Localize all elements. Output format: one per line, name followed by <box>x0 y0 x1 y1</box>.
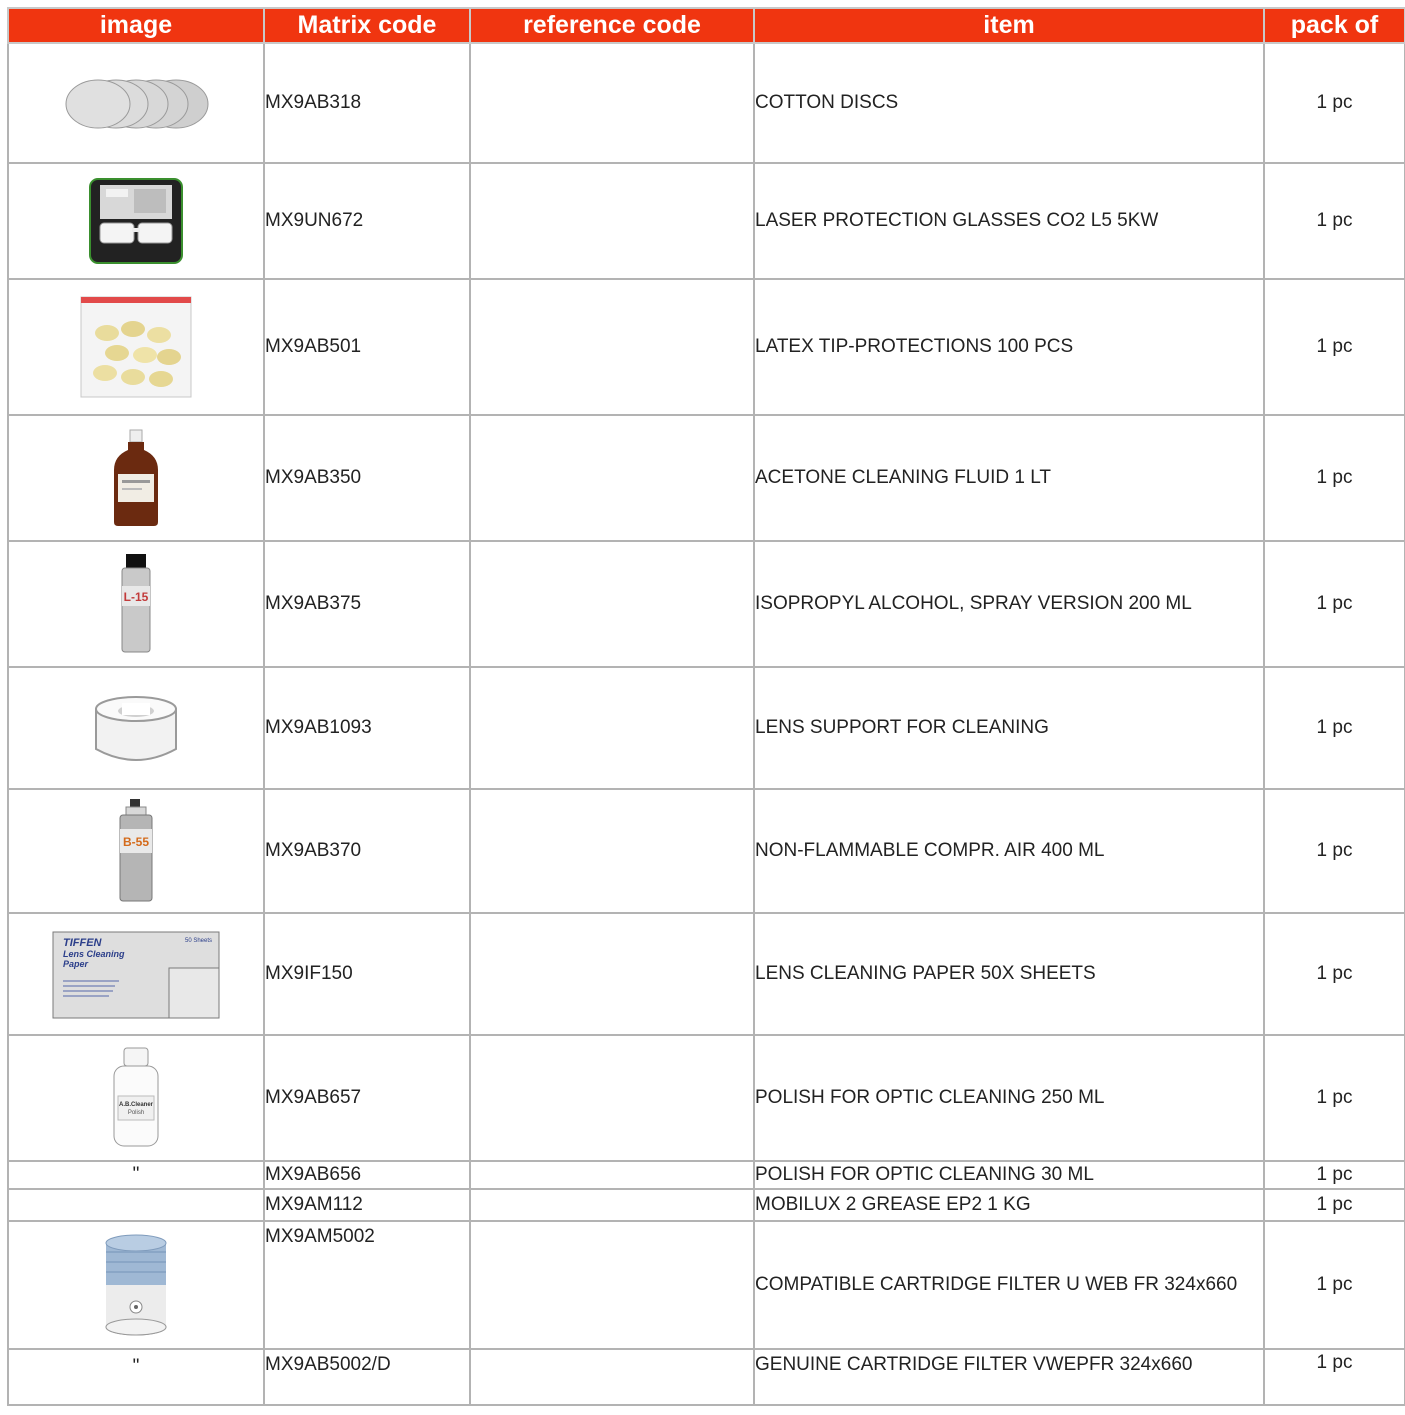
paper-title-line1: Lens Cleaning <box>63 949 125 959</box>
pack-quantity: 1 pc <box>1264 43 1405 163</box>
latex-tips-bag-photo <box>77 293 195 401</box>
matrix-code-link[interactable]: MX9AM5002 <box>264 1221 470 1349</box>
item-description: LATEX TIP-PROTECTIONS 100 PCS <box>754 279 1264 415</box>
product-image-cell <box>8 1035 264 1161</box>
matrix-code-link[interactable]: MX9AB501 <box>264 279 470 415</box>
reference-code-cell <box>470 415 754 541</box>
reference-code-cell <box>470 163 754 279</box>
reference-code-cell <box>470 1189 754 1221</box>
matrix-code-link[interactable]: MX9AB1093 <box>264 667 470 789</box>
alcohol-spray-can-photo <box>114 554 158 654</box>
product-image-cell <box>8 541 264 667</box>
image-ditto-mark: " <box>8 1349 264 1405</box>
product-image-cell <box>8 1221 264 1349</box>
table-row <box>8 163 1405 279</box>
pack-quantity: 1 pc <box>1264 279 1405 415</box>
item-description: LASER PROTECTION GLASSES CO2 L5 5KW <box>754 163 1264 279</box>
matrix-code-link[interactable]: MX9AB5002/D <box>264 1349 470 1405</box>
pack-quantity: 1 pc <box>1264 1349 1405 1405</box>
matrix-code-link[interactable]: MX9AB350 <box>264 415 470 541</box>
product-image-cell <box>8 789 264 913</box>
matrix-code-link[interactable]: MX9UN672 <box>264 163 470 279</box>
item-description: NON-FLAMMABLE COMPR. AIR 400 ML <box>754 789 1264 913</box>
matrix-code-link[interactable]: MX9AM112 <box>264 1189 470 1221</box>
pack-quantity: 1 pc <box>1264 415 1405 541</box>
laser-glasses-case-photo <box>86 173 186 269</box>
reference-code-cell <box>470 43 754 163</box>
matrix-code-link[interactable]: MX9AB656 <box>264 1161 470 1189</box>
matrix-code-link[interactable]: MX9IF150 <box>264 913 470 1035</box>
reference-code-cell <box>470 667 754 789</box>
item-description: LENS SUPPORT FOR CLEANING <box>754 667 1264 789</box>
pack-quantity: 1 pc <box>1264 1161 1405 1189</box>
table-row <box>8 789 1405 913</box>
reference-code-cell <box>470 541 754 667</box>
table-row <box>8 1161 1405 1189</box>
table-row <box>8 1189 1405 1221</box>
header-reference-code: reference code <box>470 8 754 43</box>
product-image-cell <box>8 913 264 1035</box>
paper-title-line2: Paper <box>63 959 89 969</box>
product-image-cell <box>8 43 264 163</box>
table-row <box>8 279 1405 415</box>
pack-quantity: 1 pc <box>1264 913 1405 1035</box>
paper-count-text: 50 Sheets <box>185 938 213 944</box>
pack-quantity: 1 pc <box>1264 1035 1405 1161</box>
pack-quantity: 1 pc <box>1264 789 1405 913</box>
product-image-cell <box>8 415 264 541</box>
reference-code-cell <box>470 279 754 415</box>
table-row <box>8 1221 1405 1349</box>
product-table <box>7 7 1405 1406</box>
lens-paper-pack-photo <box>51 928 221 1020</box>
spray-can-label: L-15 <box>123 590 149 604</box>
item-description: POLISH FOR OPTIC CLEANING 250 ML <box>754 1035 1264 1161</box>
matrix-code-link[interactable]: MX9AB370 <box>264 789 470 913</box>
product-image-cell <box>8 279 264 415</box>
paper-brand-text: TIFFEN <box>63 937 102 949</box>
item-description: ACETONE CLEANING FLUID 1 LT <box>754 415 1264 541</box>
polish-jar-photo <box>106 1046 166 1150</box>
pack-quantity: 1 pc <box>1264 541 1405 667</box>
header-image: image <box>8 8 264 43</box>
pack-quantity: 1 pc <box>1264 667 1405 789</box>
compressed-air-can-photo <box>112 799 160 903</box>
item-description: LENS CLEANING PAPER 50X SHEETS <box>754 913 1264 1035</box>
reference-code-cell <box>470 1161 754 1189</box>
jar-sub-text: Polish <box>127 1110 145 1116</box>
header-item: item <box>754 8 1264 43</box>
pack-quantity: 1 pc <box>1264 1221 1405 1349</box>
image-empty-cell <box>8 1189 264 1221</box>
image-ditto-mark: " <box>8 1161 264 1189</box>
reference-code-cell <box>470 1035 754 1161</box>
table-row <box>8 913 1405 1035</box>
jar-brand-text: A.B.Cleaner <box>118 1102 154 1108</box>
lens-support-photo <box>86 683 186 773</box>
header-matrix-code: Matrix code <box>264 8 470 43</box>
cotton-discs-photo <box>56 68 216 138</box>
pack-quantity: 1 pc <box>1264 163 1405 279</box>
item-description: GENUINE CARTRIDGE FILTER VWEPFR 324x660 <box>754 1349 1264 1405</box>
table-row <box>8 43 1405 163</box>
reference-code-cell <box>470 1349 754 1405</box>
pack-quantity: 1 pc <box>1264 1189 1405 1221</box>
matrix-code-link[interactable]: MX9AB657 <box>264 1035 470 1161</box>
item-description: MOBILUX 2 GREASE EP2 1 KG <box>754 1189 1264 1221</box>
item-description: COTTON DISCS <box>754 43 1264 163</box>
table-row <box>8 1035 1405 1161</box>
matrix-code-link[interactable]: MX9AB318 <box>264 43 470 163</box>
reference-code-cell <box>470 913 754 1035</box>
air-can-label: B-55 <box>122 835 150 849</box>
table-row <box>8 667 1405 789</box>
product-image-cell <box>8 667 264 789</box>
acetone-bottle-photo <box>106 428 166 528</box>
product-image-cell <box>8 163 264 279</box>
table-row <box>8 415 1405 541</box>
reference-code-cell <box>470 1221 754 1349</box>
cartridge-filter-photo <box>96 1233 176 1337</box>
header-pack-of: pack of <box>1264 8 1405 43</box>
table-row <box>8 1349 1405 1405</box>
matrix-code-link[interactable]: MX9AB375 <box>264 541 470 667</box>
item-description: ISOPROPYL ALCOHOL, SPRAY VERSION 200 ML <box>754 541 1264 667</box>
table-row <box>8 541 1405 667</box>
table-header-row <box>8 8 1405 43</box>
reference-code-cell <box>470 789 754 913</box>
item-description: POLISH FOR OPTIC CLEANING 30 ML <box>754 1161 1264 1189</box>
item-description: COMPATIBLE CARTRIDGE FILTER U WEB FR 324x660 <box>754 1221 1264 1349</box>
